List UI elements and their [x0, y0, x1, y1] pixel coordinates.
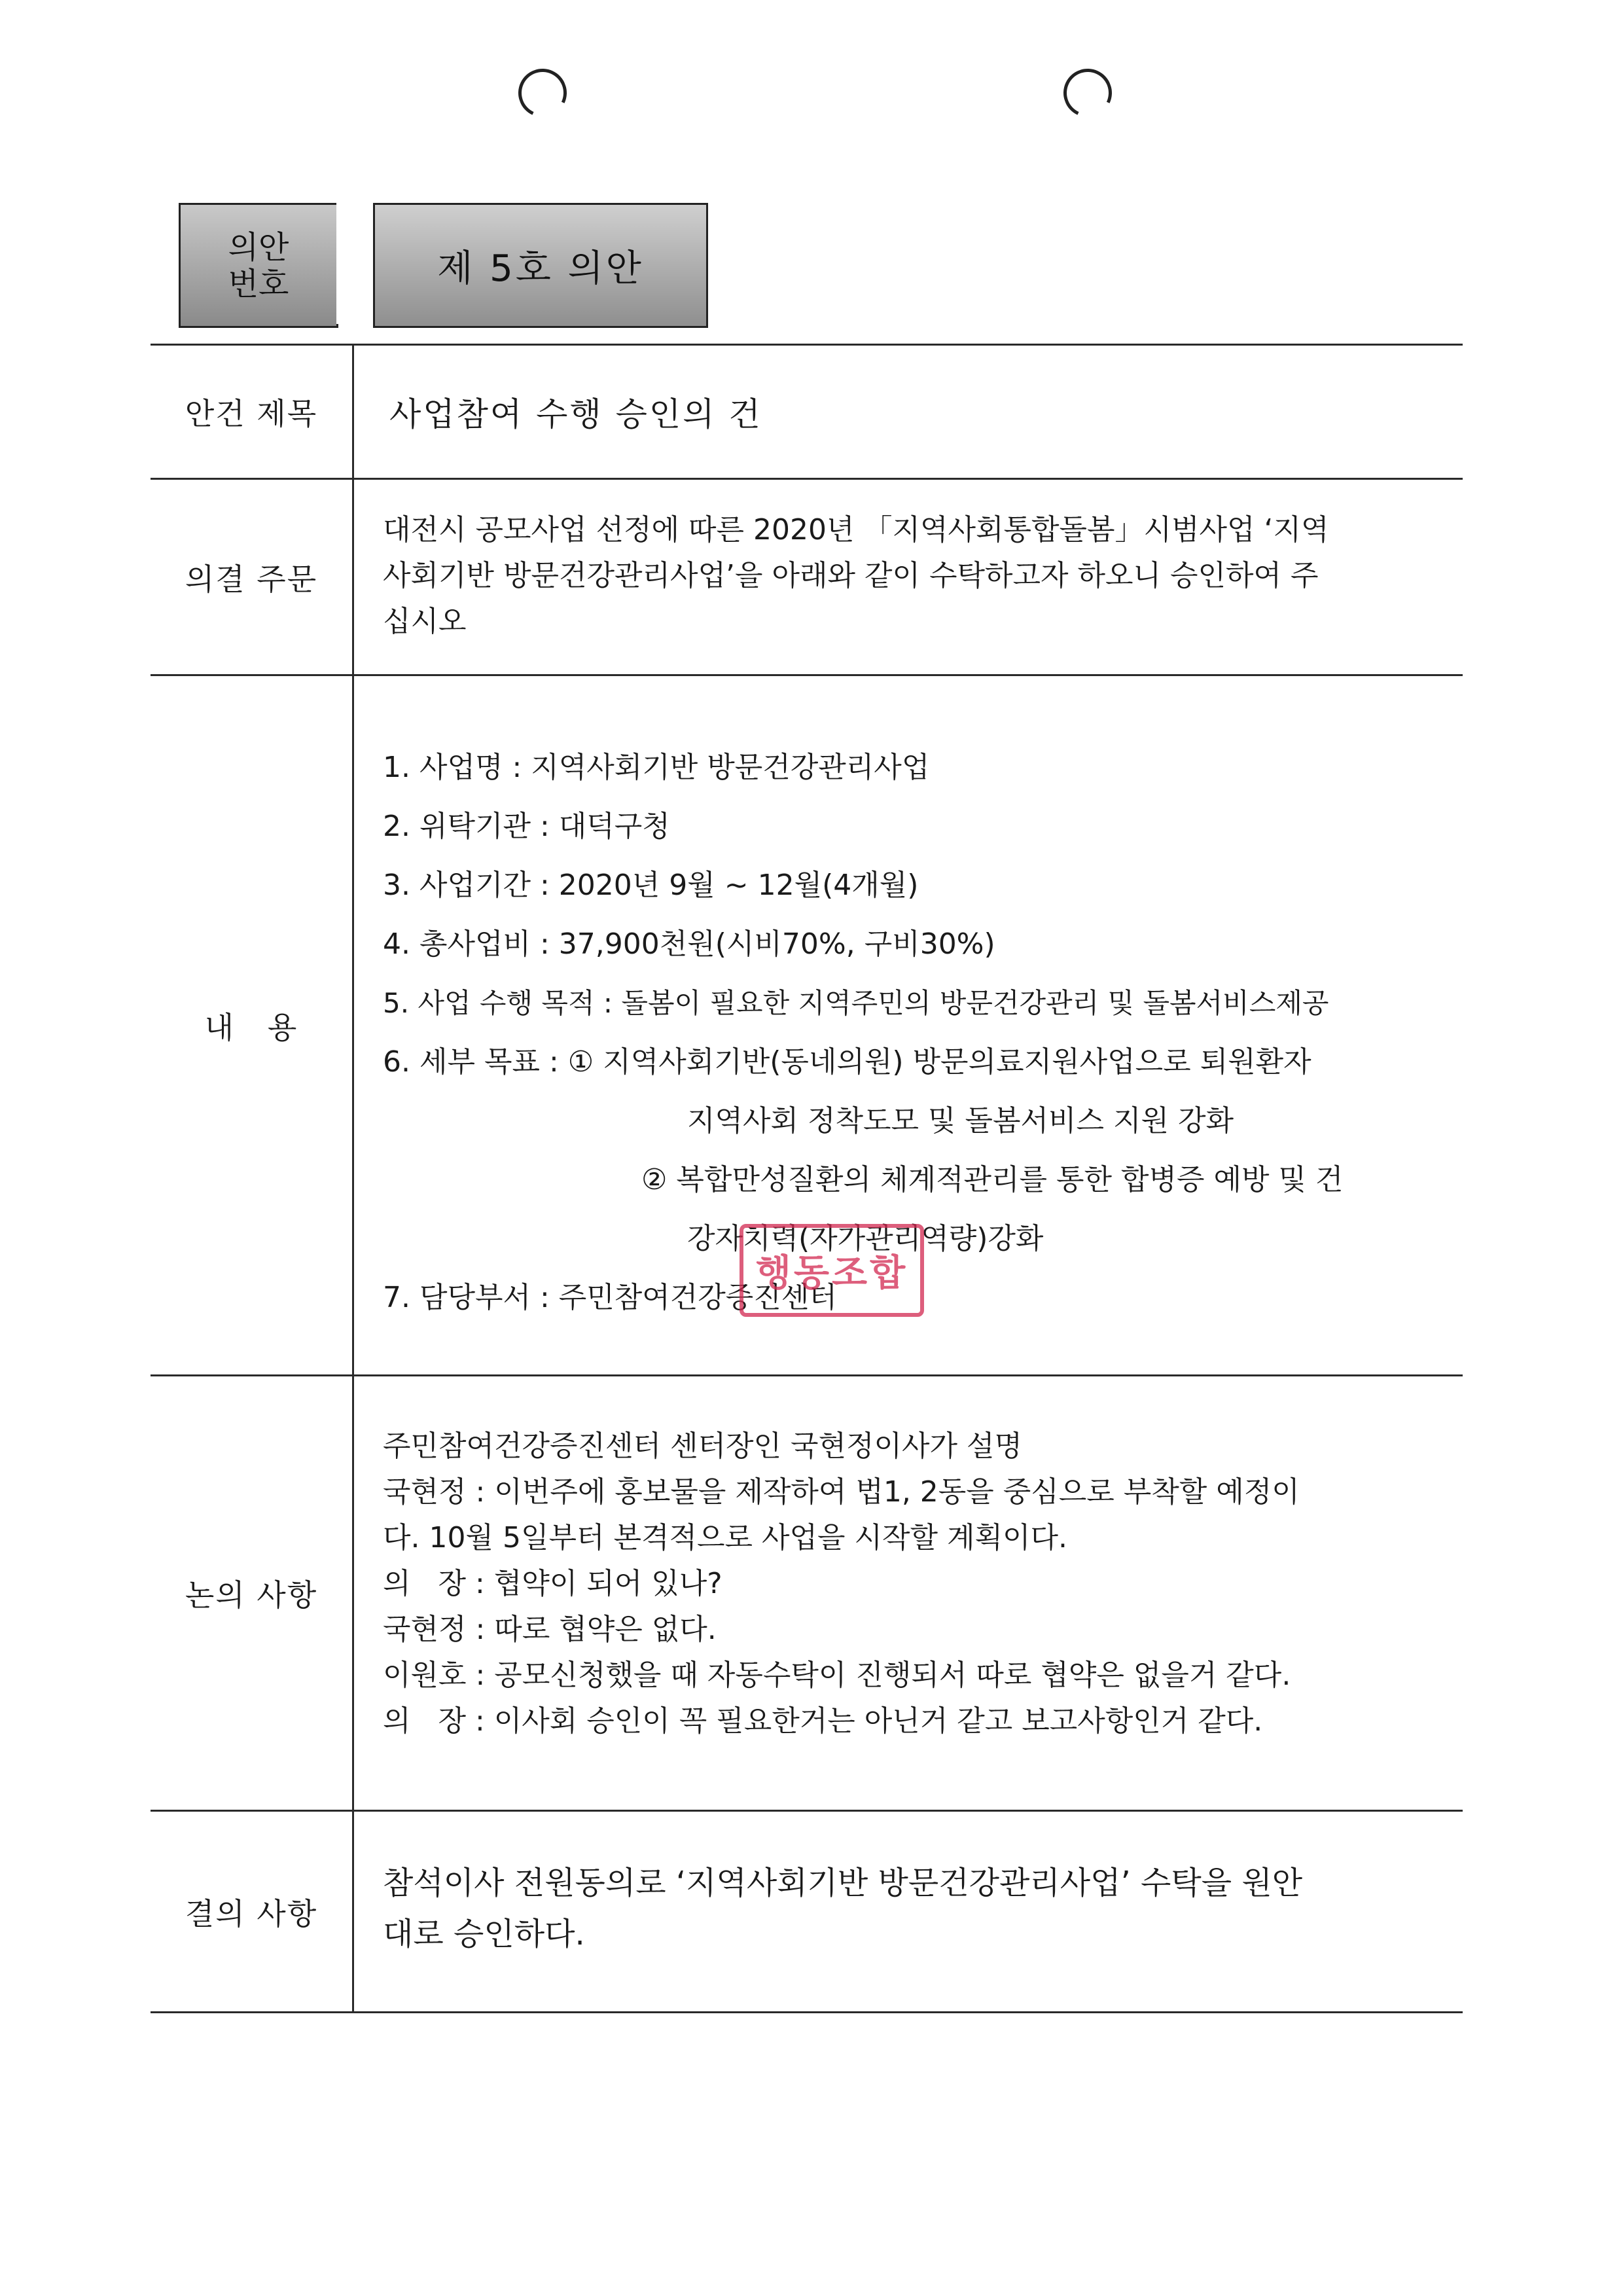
content-label: 내 용 — [204, 1009, 298, 1045]
rule-bottom — [151, 2011, 1463, 2013]
title-label: 안건 제목 — [185, 396, 318, 431]
decision-line: 참석이사 전원동의로 ‘지역사회기반 방문건강관리사업’ 수탁을 원안 — [383, 1865, 1303, 1901]
discussion-line: 의 장 : 협약이 되어 있나? — [383, 1567, 722, 1600]
discussion-label: 논의 사항 — [185, 1577, 318, 1613]
content-item: 4. 총사업비 : 37,900천원(시비70%, 구비30%) — [383, 927, 995, 961]
decision-line: 대로 승인하다. — [383, 1916, 585, 1952]
official-seal-stamp: 행동조합 — [740, 1224, 924, 1317]
content-item: 지역사회 정착도모 및 돌봄서비스 지원 강화 — [687, 1104, 1234, 1138]
content-item: 6. 세부 목표 : ① 지역사회기반(동네의원) 방문의료지원사업으로 퇴원환자 — [383, 1045, 1311, 1079]
content-item: 2. 위탁기관 : 대덕구청 — [383, 810, 670, 843]
punch-hole-left — [512, 62, 574, 124]
content-item: 강자치력(자가관리역량)강화 — [687, 1222, 1044, 1255]
resolution-line: 대전시 공모사업 선정에 따른 2020년 「지역사회통합돌봄」시범사업 ‘지역 — [383, 513, 1329, 547]
decision-label: 결의 사항 — [185, 1895, 318, 1931]
title-cell — [389, 346, 1466, 478]
discussion-line: 이원호 : 공모신청했을 때 자동수탁이 진행되서 따로 협약은 없을거 같다. — [383, 1659, 1291, 1692]
resolution-label: 의결 주문 — [185, 561, 318, 597]
agenda-number: 제 5호 의안 — [373, 203, 708, 328]
content-item: 3. 사업기간 : 2020년 9월 ~ 12월(4개월) — [383, 869, 919, 902]
discussion-line: 국현정 : 따로 협약은 없다. — [383, 1613, 717, 1646]
resolution-cell — [383, 507, 1466, 645]
punch-hole-right — [1057, 62, 1119, 124]
discussion-line: 주민참여건강증진센터 센터장인 국현정이사가 설명 — [383, 1429, 1023, 1463]
resolution-line: 십시오 — [383, 605, 467, 638]
discussion-line: 다. 10월 5일부터 본격적으로 사업을 시작할 계획이다. — [383, 1521, 1067, 1554]
discussion-line: 의 장 : 이사회 승인이 꼭 필요한거는 아닌거 같고 보고사항인거 같다. — [383, 1704, 1263, 1738]
discussion-cell — [383, 1424, 1466, 1744]
resolution-line: 사회기반 방문건강관리사업’을 아래와 같이 수탁하고자 하오니 승인하여 주 — [383, 559, 1319, 592]
decision-cell — [383, 1857, 1466, 1960]
column-divider — [352, 344, 354, 2011]
content-item: 1. 사업명 : 지역사회기반 방문건강관리사업 — [383, 751, 930, 784]
content-item: 7. 담당부서 : 주민참여건강증진센터 — [383, 1281, 837, 1314]
content-item: 5. 사업 수행 목적 : 돌봄이 필요한 지역주민의 방문건강관리 및 돌봄서비스제공 — [383, 987, 1329, 1019]
agenda-title: 사업참여 수행 승인의 건 — [389, 395, 762, 433]
agenda-number-label — [179, 203, 338, 328]
content-item: ② 복합만성질환의 체계적관리를 통한 합병증 예방 및 건 — [641, 1163, 1344, 1196]
content-cell — [383, 738, 1466, 1327]
discussion-line: 국현정 : 이번주에 홍보물을 제작하여 법1, 2동을 중심으로 부착할 예정이 — [383, 1475, 1300, 1509]
header-gap — [336, 203, 373, 324]
agenda-number-label-line2: 번호 — [228, 265, 289, 302]
agenda-number-label-line1: 의안 — [228, 228, 289, 266]
